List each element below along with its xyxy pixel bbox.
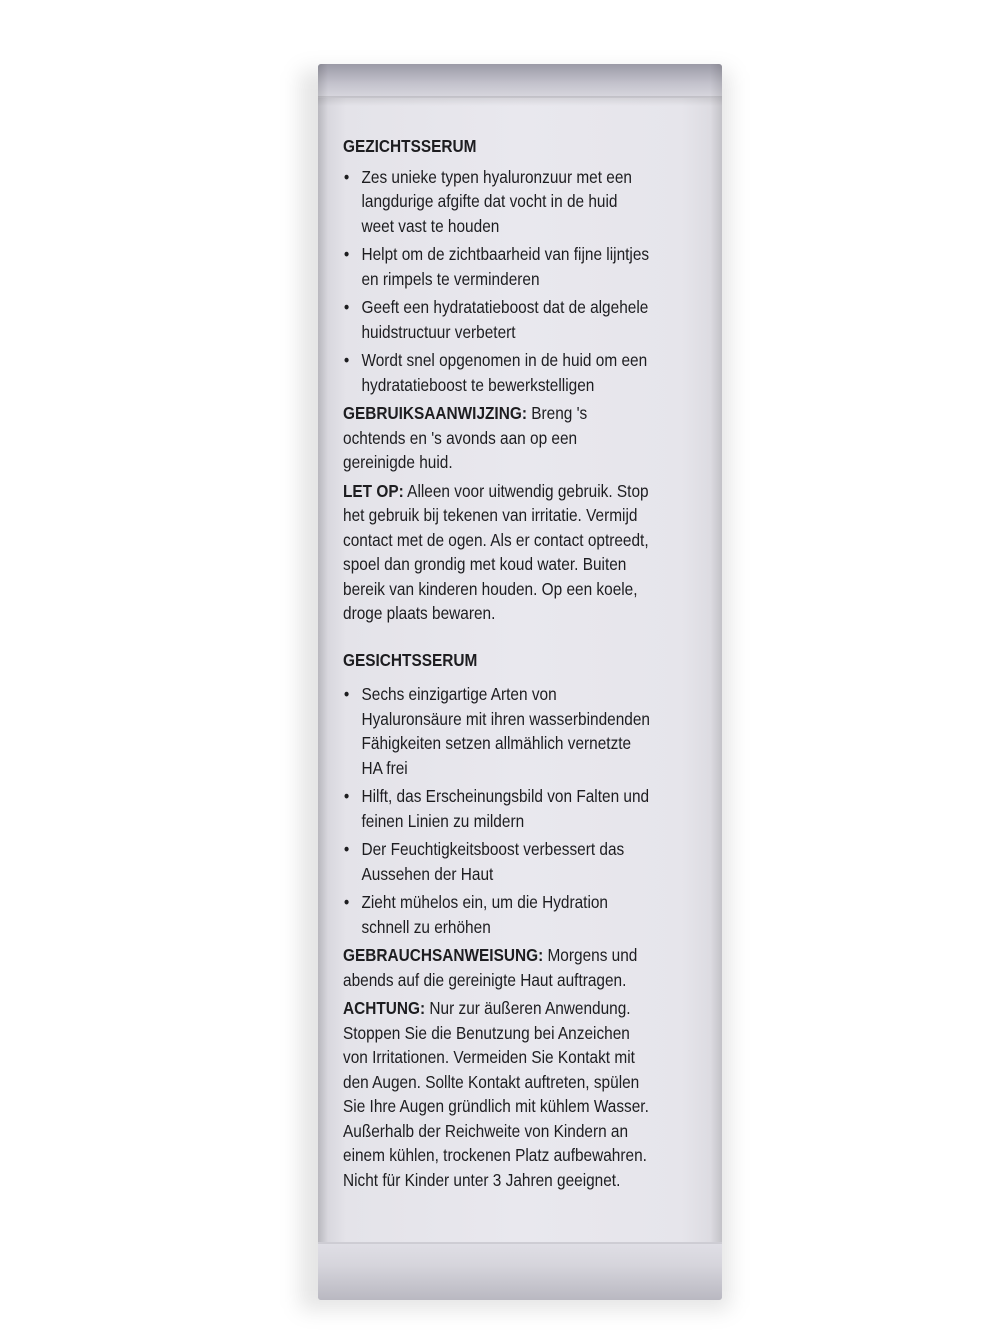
german-heading: GESICHTSSERUM <box>343 649 478 670</box>
list-item: • Geeft een hydratatieboost dat de algehele huidstructuur verbetert <box>343 295 651 344</box>
dutch-section <box>343 134 651 626</box>
dutch-usage-label: GEBRUIKSAANWIJZING: <box>343 403 527 423</box>
dutch-usage-text: Breng 's ochtends en 's avonds aan op een gereinigde huid. <box>343 403 588 472</box>
german-usage-paragraph <box>343 943 651 992</box>
german-bullet-list <box>343 682 651 939</box>
dutch-caution-paragraph <box>343 479 651 626</box>
german-section <box>343 648 651 1193</box>
label-text-block <box>343 134 651 1196</box>
german-caution-paragraph <box>343 996 651 1192</box>
box-bottom-flap <box>318 1242 722 1300</box>
list-item: • Der Feuchtigkeitsboost verbessert das Aussehen der Haut <box>343 837 651 886</box>
list-item: • Zes unieke typen hyaluronzuur met een langdurige afgifte dat vocht in de huid weet vast te houden <box>343 165 651 239</box>
german-usage-text: Morgens und abends auf die gereinigte Haut auftragen. <box>343 945 638 990</box>
list-item: • Helpt om de zichtbaarheid van fijne lijntjes en rimpels te verminderen <box>343 242 651 291</box>
list-item: • Sechs einzigartige Arten von Hyaluronsäure mit ihren wasserbindenden Fähigkeiten setzen allmählich vernetzte HA frei <box>343 682 651 780</box>
list-item: • Zieht mühelos ein, um die Hydration schnell zu erhöhen <box>343 890 651 939</box>
german-caution-label: ACHTUNG: <box>343 998 426 1018</box>
list-item: • Hilft, das Erscheinungsbild von Falten und feinen Linien zu mildern <box>343 784 651 833</box>
german-caution-text: Nur zur äußeren Anwendung. Stoppen Sie die Benutzung bei Anzeichen von Irritationen. Vermeiden Sie Kontakt mit den Augen. Sollte Kontakt auftreten, spülen Sie Ihre Augen gründlich mit kühlem Wasser. Außerhalb der Reichweite von Kindern an einem kühlen, trockenen Platz aufbewahren. Nicht für Kinder unter 3 Jahren geeignet. <box>343 998 649 1190</box>
dutch-bullet-list <box>343 165 651 398</box>
dutch-caution-label: LET OP: <box>343 480 404 501</box>
box-top-flap <box>318 64 722 98</box>
german-usage-label: GEBRAUCHSANWEISUNG: <box>343 945 544 965</box>
box-left-edge <box>318 64 328 1300</box>
list-item: • Wordt snel opgenomen in de huid om een hydratatieboost te bewerkstelligen <box>343 348 651 397</box>
dutch-usage-paragraph <box>343 401 651 475</box>
dutch-caution-text: Alleen voor uitwendig gebruik. Stop het gebruik bij tekenen van irritatie. Vermijd contact met de ogen. Als er contact optreedt, spoel dan grondig met koud water. Buiten bereik van kinderen houden. Op een koele, droge plaats bewaren. <box>343 480 649 623</box>
box-right-edge <box>710 64 722 1300</box>
dutch-heading: GEZICHTSSERUM <box>343 136 477 156</box>
